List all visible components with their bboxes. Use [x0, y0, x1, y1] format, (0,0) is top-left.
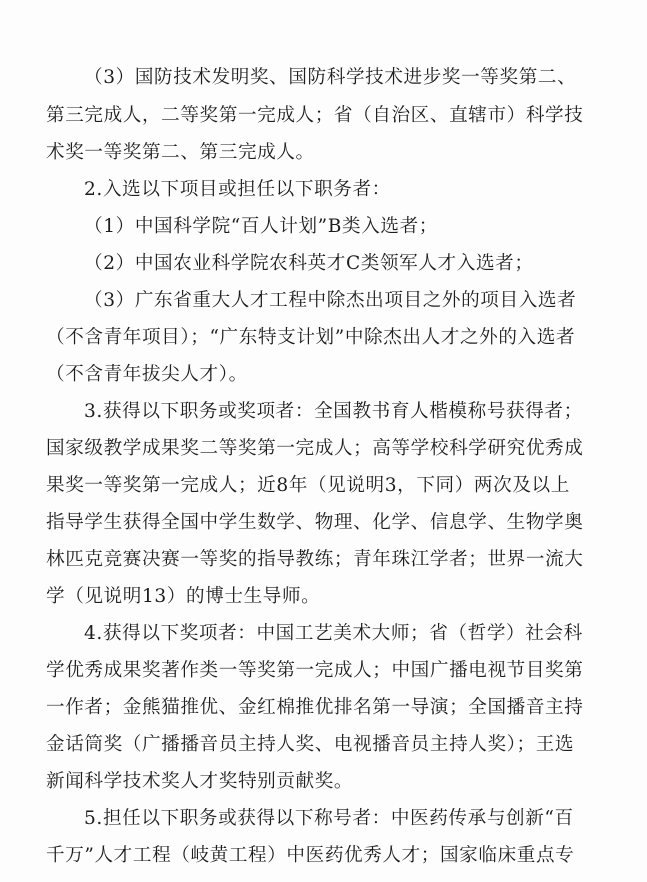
text-line-4: 2.入选以下项目或担任以下职务者： [84, 179, 391, 200]
text-line-2: 第三完成人，二等奖第一完成人；省（自治区、直辖市）科学技 [46, 105, 584, 126]
text-line-20: 新闻科学技术奖人才奖特别贡献奖。 [46, 771, 354, 792]
text-line-18: 一作者；金熊猫推优、金红棉推优排名第一导演；全国播音主持 [46, 697, 584, 718]
text-line-19: 金话筒奖（广播播音员主持人奖、电视播音员主持人奖）；王选 [46, 734, 575, 755]
text-line-22: 千万”人才工程（岐黄工程）中医药优秀人才；国家临床重点专 [46, 845, 575, 866]
text-line-21: 5.担任以下职务或获得以下称号者：中医药传承与创新“百 [84, 808, 574, 829]
text-line-9: （不含青年拔尖人才）。 [46, 364, 248, 385]
text-line-7: （3）广东省重大人才工程中除杰出项目之外的项目入选者 [84, 290, 577, 311]
text-line-6: （2）中国农业科学院农科英才C类领军人才入选者； [84, 253, 534, 274]
text-line-15: 学（见说明13）的博士生导师。 [46, 586, 321, 607]
text-line-13: 指导学生获得全国中学生数学、物理、化学、信息学、生物学奥 [46, 512, 584, 533]
text-line-8: （不含青年项目）；“广东特支计划”中除杰出人才之外的入选者 [46, 327, 576, 348]
text-line-17: 学优秀成果奖著作类一等奖第一完成人；中国广播电视节目奖第 [46, 660, 584, 681]
text-line-5: （1）中国科学院“百人计划”B类入选者； [84, 216, 439, 237]
text-line-10: 3.获得以下职务或奖项者：全国教书育人楷模称号获得者； [84, 401, 583, 422]
text-line-14: 林匹克竞赛决赛一等奖的指导教练；青年珠江学者；世界一流大 [46, 549, 584, 570]
text-line-16: 4.获得以下奖项者：中国工艺美术大师；省（哲学）社会科 [84, 623, 583, 644]
text-line-12: 果奖一等奖第一完成人；近8年（见说明3，下同）两次及以上 [46, 475, 570, 496]
text-line-11: 国家级教学成果奖二等奖第一完成人；高等学校科学研究优秀成 [46, 438, 584, 459]
text-line-1: （3）国防技术发明奖、国防科学技术进步奖一等奖第二、 [84, 67, 577, 88]
text-line-3: 术奖一等奖第二、第三完成人。 [46, 142, 315, 163]
